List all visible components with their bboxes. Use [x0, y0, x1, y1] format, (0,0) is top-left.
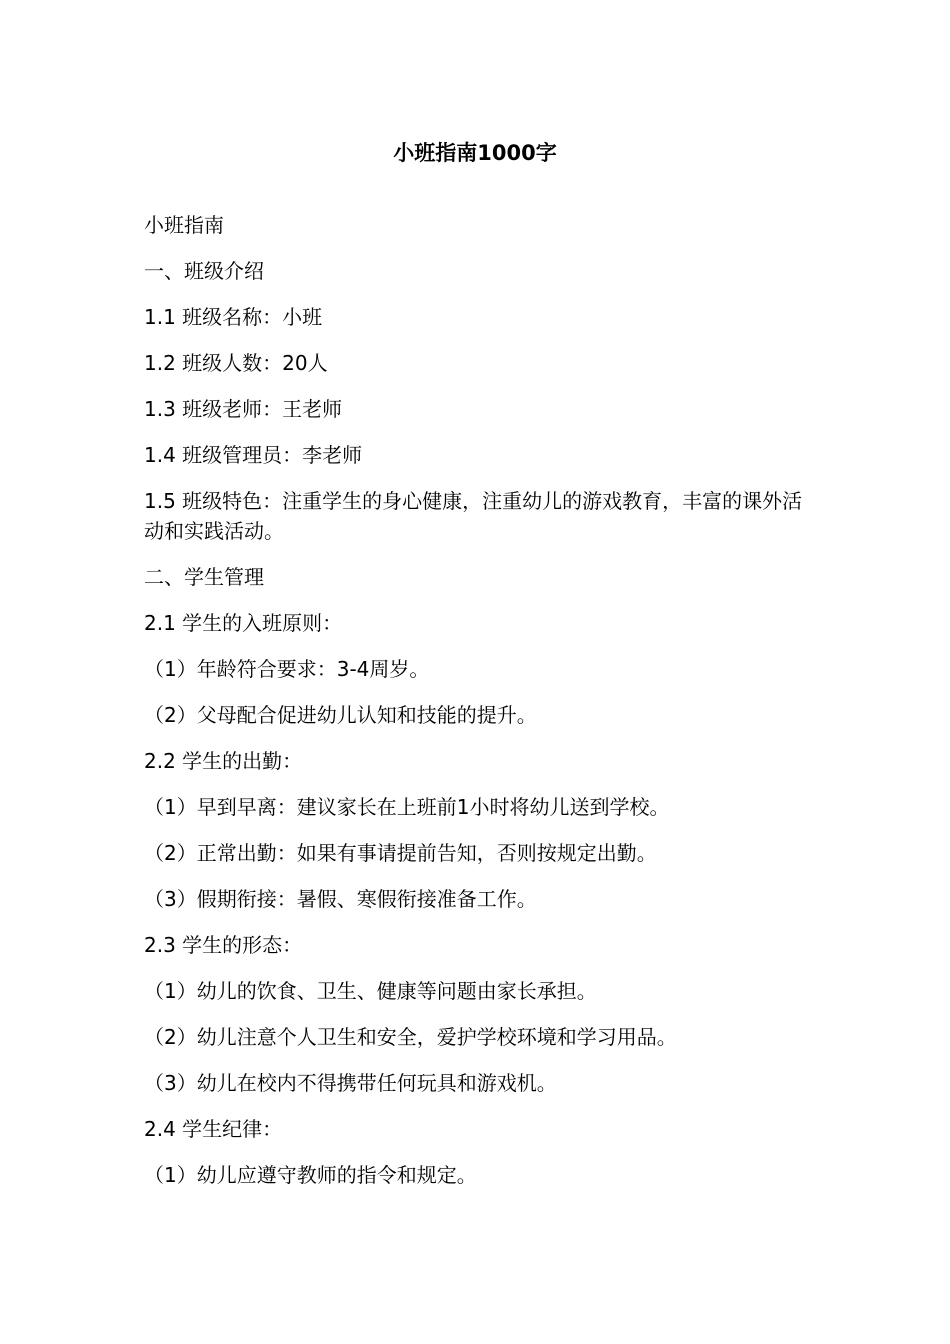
list-item: （3）幼儿在校内不得携带任何玩具和游戏机。 — [144, 1071, 557, 1095]
list-item: （1）早到早离：建议家长在上班前1小时将幼儿送到学校。 — [144, 795, 670, 819]
paragraph-class-size: 1.2 班级人数：20人 — [144, 351, 328, 375]
paragraph-discipline: 2.4 学生纪律： — [144, 1117, 283, 1141]
list-item: （1）幼儿的饮食、卫生、健康等问题由家长承担。 — [144, 979, 597, 1003]
list-item: （2）正常出勤：如果有事请提前告知，否则按规定出勤。 — [144, 841, 657, 865]
section-heading-student-management: 二、学生管理 — [144, 565, 264, 589]
paragraph-admission-principles: 2.1 学生的入班原则： — [144, 611, 343, 635]
paragraph-class-admin: 1.4 班级管理员：李老师 — [144, 443, 363, 467]
section-heading-class-intro: 一、班级介绍 — [144, 259, 264, 283]
list-item: （1）幼儿应遵守教师的指令和规定。 — [144, 1163, 477, 1187]
list-item: （2）幼儿注意个人卫生和安全，爱护学校环境和学习用品。 — [144, 1025, 677, 1049]
paragraph-attendance: 2.2 学生的出勤： — [144, 749, 303, 773]
paragraph-heading: 小班指南 — [144, 213, 224, 237]
paragraph-student-form: 2.3 学生的形态： — [144, 933, 303, 957]
paragraph-class-features: 1.5 班级特色：注重学生的身心健康，注重幼儿的游戏教育，丰富的课外活动和实践活动。 — [144, 489, 803, 543]
list-item: （3）假期衔接：暑假、寒假衔接准备工作。 — [144, 887, 537, 911]
paragraph-class-name: 1.1 班级名称：小班 — [144, 305, 323, 329]
list-item: （1）年龄符合要求：3-4周岁。 — [144, 657, 430, 681]
document-title: 小班指南1000字 — [393, 141, 557, 165]
document-body — [144, 210, 804, 1206]
paragraph-class-teacher: 1.3 班级老师：王老师 — [144, 397, 343, 421]
list-item: （2）父母配合促进幼儿认知和技能的提升。 — [144, 703, 537, 727]
